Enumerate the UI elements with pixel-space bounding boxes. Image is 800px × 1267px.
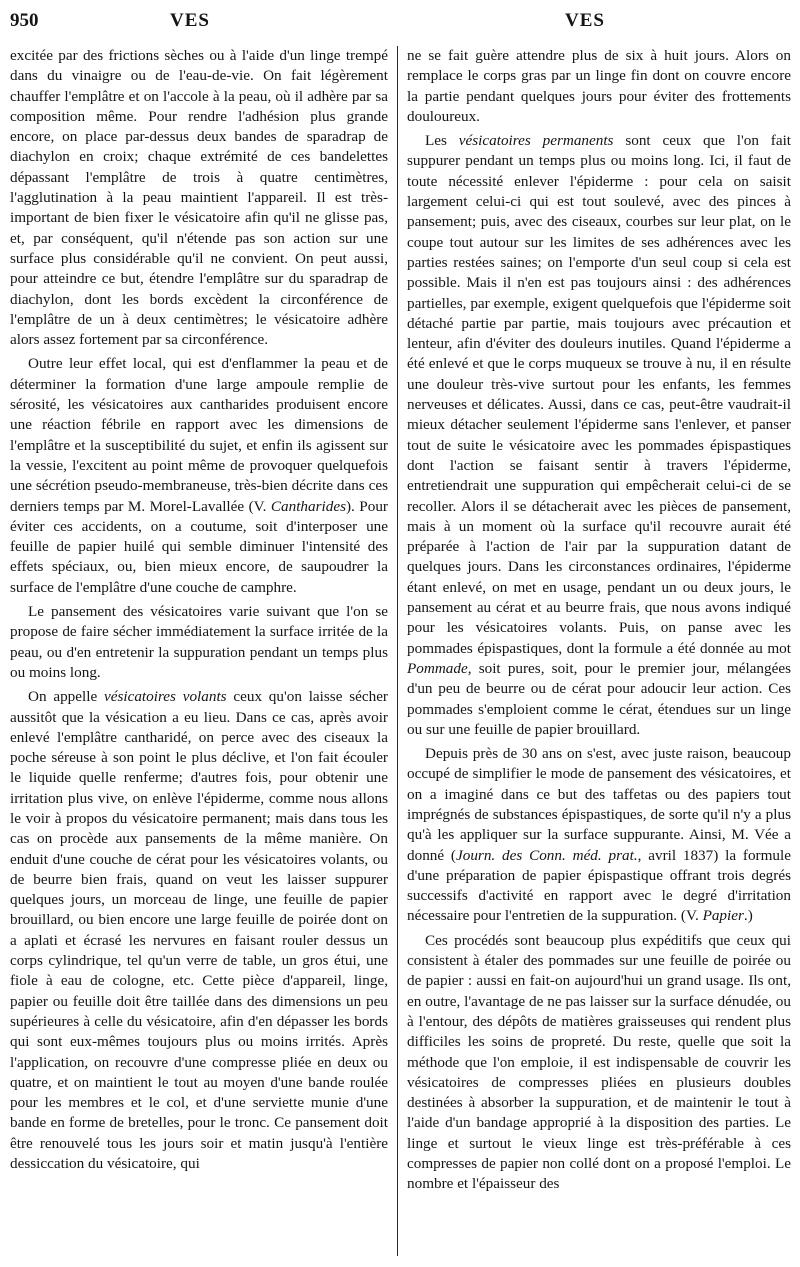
italic-term: Papier — [702, 907, 744, 925]
text-run: sont ceux que l'on fait suppurer pendant un temps plus ou moins long. Ici, il faut de toute nécessité enlever l'épiderme : pour cela on saisit largement celui-ci qui est tout soulevé, avec des pinces à pansement; puis, avec des ciseaux, courbes sur leur plat, on le coupe tout autour sur les limites de ses adhérences avec les parties restées saines; on l'emporte d'un seul coup si cela est possible. Mais il n'en est pas toujours ainsi : des adhérences partielles, par exemple, exigent quelquefois que l'épiderme soit détaché partie par partie, mais toujours avec précaution et lenteur, afin d'éviter des douleurs inutiles. Quand l'épiderme a été enlevé et que le corps muqueux se trouve à nu, il en résulte une douleur très-vive surtout pour les enfants, les femmes nerveuses et délicates. Aussi, dans ce cas, peut-être vaudrait-il mieux détacher seulement l'épiderme sans l'enlever, et panser tout de suite le vésicatoire avec les pommades épispastiques dont l'action se faisant sentir à travers l'épiderme, entretiendrait une suppuration qui empêcherait celui-ci de se recoller. Alors il se détacherait avec les pièces de pansement, mais à un moment où la surface qu'il recouvre aurait été préparée à l'action de l'air par la suppuration datant de quelques jours. Dans les circonstances ordinaires, l'épiderme étant enlevé, on met en usage, pendant un ou deux jours, le pansement au cérat et au beurre frais, que nous avons indiqué pour les vésicatoires volants. Puis, on panse avec les pommades épispastiques, dont la formule a été donnée au mot — [407, 132, 792, 657]
headword-right: VES — [565, 10, 605, 31]
headword-left: VES — [170, 10, 210, 31]
italic-term: vésicatoires permanents — [458, 132, 614, 150]
running-header — [0, 8, 800, 38]
text-run: Depuis près de 30 ans on s'est, avec juste raison, beaucoup occupé de simplifier le mode de pansement des vésicatoires, et on a imaginé dans ce but des taffetas ou des papiers tout imprégnés de substances épispastiques, de sorte qu'il n'y a plus qu'à les appliquer sur la surface suppurante. Ainsi, M. Vée a donné ( — [407, 745, 791, 864]
text-run: ceux qu'on laisse sécher aussitôt que la vésication a eu lieu. Dans ce cas, après avoir enlevé l'emplâtre cantharidé, on perce avec des ciseaux la poche séreuse à son point le plus déclive, et l'on fait écouler le liquide quelle renferme; d'autres fois, pour obtenir une irritation plus vive, on enlève l'épiderme, comme nous allons le voir à propos du vésicatoire permanent; mais dans tous les cas on procède aux pansements de la même manière. On enduit d'une couche de cérat pour les vésicatoires volants, ou de beurre bien frais, quand on veut les laisser suppurer quelques jours, un morceau de linge, une feuille de papier brouillard, ou bien encore une large feuille de poirée dont on a aplati et écrasé les nervures en faisant rouler dessus un corps cylindrique, tel qu'un verre de table, un gros étui, une fiole à eau de cologne, etc. Cette pièce d'appareil, linge, papier ou feuille doit être taillée dans des dimensions un peu supérieures à celle du vésicatoire, afin d'en dépasser les bords qui sont eux-mêmes toujours plus ou moins irrités. Après l'application, on recouvre d'une compresse pliée en deux ou quatre, et on maintient le tout au moyen d'une bande roulée pour les membres et le col, et d'une serviette munie d'une bande en forme de bretelles, pour le tronc. Ce pansement doit être renouvelé tous les jours soir et matin jusqu'à l'entière dessiccation du vésicatoire, qui — [10, 688, 388, 1173]
text-run: Ces procédés sont beaucoup plus expéditifs que ceux qui consistent à étaler des pommades sur une feuille de poirée ou de papier : aussi en fait-on aujourd'hui un grand usage. Ils ont, en outre, l'avantage de ne pas laisser sur la surface dénudée, ou à l'entour, des dépôts de matières graisseuses qui rendent plus difficiles les soins de propreté. Du reste, quelle que soit la méthode que l'on emploie, il est indispensable de couvrir les vésicatoires de compresses pliées en plusieurs doubles destinées à absorber la suppuration, et de maintenir le tout à l'aide d'un bandage approprié à la disposition des parties. Le linge et surtout le vieux linge est très-préférable à ces compresses de papier non collé dont on a proposé l'emploi. Le nombre et l'épaisseur des — [407, 931, 791, 1193]
paragraph — [10, 46, 388, 350]
right-column — [407, 46, 791, 1199]
text-run: , soit pures, soit, pour le premier jour, mélangées d'un peu de beurre ou de cérat pour adoucir leur action. Ces pommades s'emploient comme le cérat, étendues sur un linge ou sur une feuille de papier brouillard. — [407, 659, 791, 738]
italic-term: Journ. des Conn. méd. prat. — [455, 846, 638, 864]
italic-term: vésicatoires volants — [103, 688, 227, 706]
text-run: , avril 1837) la formule d'une préparation de papier épispastique offrant trois degrés successifs d'activité en rapport avec le degré d'irritation nécessaire pour l'entretien de la suppuration. (V. — [407, 846, 791, 925]
text-run: excitée par des frictions sèches ou à l'aide d'un linge trempé dans du vinaigre ou de l'eau-de-vie. On fait légèrement chauffer l'emplâtre et on l'accole à la peau, où il adhère par sa composition même. Pour rendre l'adhésion plus grande encore, on place par-dessus deux bandes de sparadrap de diachylon en croix; chaque extrémité de ces bandelettes dépassant l'emplâtre de trois à quatre centimètres, l'agglutination à la peau maintient l'appareil. Il est très-important de bien fixer le vésicatoire afin qu'il ne glisse pas, et, par conséquent, qu'il n'étende pas son action sur une surface plus considérable qu'il ne convient. On peut aussi, pour atteindre ce but, étendre l'emplâtre sur du sparadrap de diachylon, dont les bords excèdent la circonférence de l'emplâtre de un à deux centimètres; le vésicatoire adhère alors assez fortement par sa circonférence. — [10, 47, 388, 349]
page-number: 950 — [10, 10, 39, 31]
paragraph — [407, 46, 791, 127]
paragraph — [407, 131, 791, 740]
left-column — [10, 46, 388, 1178]
text-run: On appelle — [28, 688, 104, 706]
text-run: Les — [425, 132, 459, 150]
text-run: ne se fait guère attendre plus de six à huit jours. Alors on remplace le corps gras par un linge fin dont on couvre encore la partie pendant quelques jours pour éviter des frottements douloureux. — [407, 47, 791, 125]
text-run: Le pansement des vésicatoires varie suivant que l'on se propose de faire sécher immédiatement la surface irritée de la peau, ou d'en entretenir la suppuration pendant un temps plus ou moins long. — [10, 603, 388, 681]
italic-term: Pommade — [407, 659, 468, 677]
paragraph — [407, 931, 791, 1195]
paragraph — [10, 354, 388, 598]
column-divider — [397, 46, 398, 1256]
italic-term: Cantharides — [270, 497, 346, 515]
paragraph — [407, 744, 791, 927]
text-run: Outre leur effet local, qui est d'enflammer la peau et de déterminer la formation d'une large ampoule remplie de sérosité, les vésicatoires aux cantharides produisent encore une réaction fébrile en rapport avec les dimensions de l'emplâtre et la susceptibilité du sujet, et enfin ils agissent sur la vessie, l'excitent au point même de provoquer quelquefois une sécrétion pseudo-membraneuse, très-bien décrite dans ces derniers temps par M. Morel-Lavallée (V. — [10, 355, 388, 515]
paragraph — [10, 602, 388, 683]
text-run: ). Pour éviter ces accidents, on a coutume, soit d'interposer une feuille de papier huilé qui semble diminuer l'intensité des effets spéciaux, ou, bien mieux encore, de saupoudrer la surface de l'emplâtre d'une couche de camphre. — [10, 497, 388, 596]
text-run: .) — [743, 907, 753, 925]
paragraph — [10, 687, 388, 1174]
